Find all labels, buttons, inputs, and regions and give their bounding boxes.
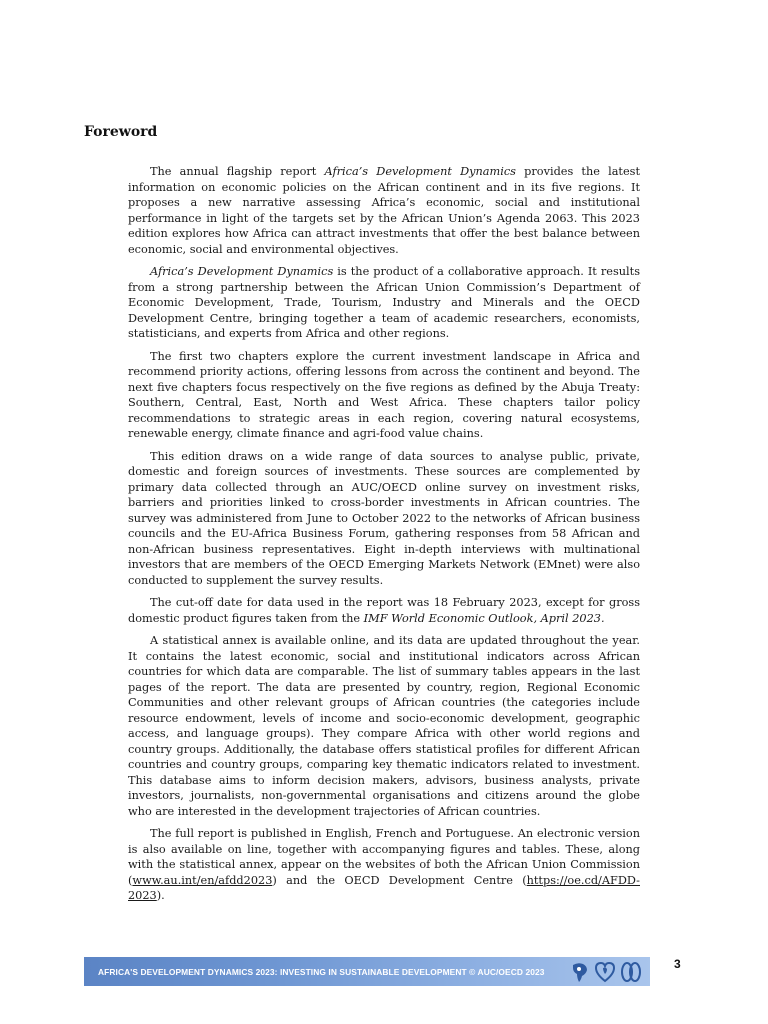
au-emblem-icon (620, 961, 642, 983)
africa-map-logo-icon (570, 961, 590, 983)
footer-bar (84, 957, 650, 986)
au-website-link[interactable]: www.au.int/en/afdd2023 (132, 873, 273, 887)
source-title: IMF World Economic Outlook, April 2023. (363, 611, 605, 625)
report-title: Africa’s Development Dynamics (324, 165, 516, 178)
paragraph-5: The cut-off date for data used in the report was 18 February 2023, except for gross domestic product figures taken from the IMF World Economic Outlook, April 2023. (128, 596, 640, 625)
paragraph-1: The annual flagship report Africa’s Development Dynamics provides the latest information on economic policies on the African continent and in its five regions. It proposes a new narrative assessing Africa’s economic, social and institutional performance in light of the targets set by the African Union’s Agenda 2063. This 2023 edition explores how Africa can attract investments that offer the best balance between economic, social and environmental objectives. (128, 165, 640, 256)
oecd-website-link[interactable]: https://oe.cd/AFDD-2023 (128, 873, 640, 902)
foreword-body (128, 164, 640, 911)
report-title: Africa’s Development Dynamics (150, 265, 334, 278)
footer-text: AFRICA'S DEVELOPMENT DYNAMICS 2023: INVESTING IN SUSTAINABLE DEVELOPMENT © AUC/OECD 2023 (98, 966, 545, 977)
paragraph-2: Africa’s Development Dynamics is the product of a collaborative approach. It results from a strong partnership between the African Union Commission’s Department of Economic Development, Trade, Tourism, Industry and Minerals and the OECD Development Centre, bringing together a team of academic researchers, economists, statisticians, and experts from Africa and other regions. (128, 265, 641, 340)
paragraph-3: The first two chapters explore the current investment landscape in Africa and recommend priority actions, offering lessons from across the continent and beyond. The next five chapters focus respectively on the five regions as defined by the Abuja Treaty: Southern, Central, East, North and West Africa. These chapters tailor policy recommendations to strategic areas in each region, covering natural ecosystems, renewable energy, climate finance and agri-food value chains. (128, 349, 640, 440)
heart-africa-icon (594, 961, 616, 983)
page-title: Foreword (84, 124, 158, 140)
paragraph-7: The full report is published in English, French and Portuguese. An electronic version is also available on line, together with accompanying figures and tables. These, along with the statistical annex, appear on the websites of both the African Union Commission (www.au.int/en/afdd2023) and the OECD Development Centre (https://oe.cd/AFDD-2023). (128, 827, 640, 902)
page-number: 3 (674, 957, 681, 971)
footer-logos (570, 960, 642, 983)
paragraph-4: This edition draws on a wide range of data sources to analyse public, private, domestic and foreign sources of investments. These sources are complemented by primary data collected through an AUC/OECD online survey on investment risks, barriers and priorities linked to cross-border investments in African countries. The survey was administered from June to October 2022 to the networks of African business councils and the EU-Africa Business Forum, gathering responses from 58 African and non-African business representatives. Eight in-depth interviews with multinational investors that are members of the OECD Emerging Markets Network (EMnet) were also conducted to supplement the survey results. (128, 449, 640, 587)
paragraph-6: A statistical annex is available online, and its data are updated throughout the year. It contains the latest economic, social and institutional indicators across African countries for which data are comparable. The list of summary tables appears in the last pages of the report. The data are presented by country, region, Regional Economic Communities and other relevant groups of African countries (the categories include resource endowment, levels of income and socio-economic development, geographic access, and language groups). They compare Africa with other world regions and country groups. Additionally, the database offers statistical profiles for different African countries and country groups, comparing key thematic indicators related to investment. This database aims to inform decision makers, advisors, business analysts, private investors, journalists, non-governmental organisations and citizens around the globe who are interested in the development trajectories of African countries. (128, 634, 640, 818)
